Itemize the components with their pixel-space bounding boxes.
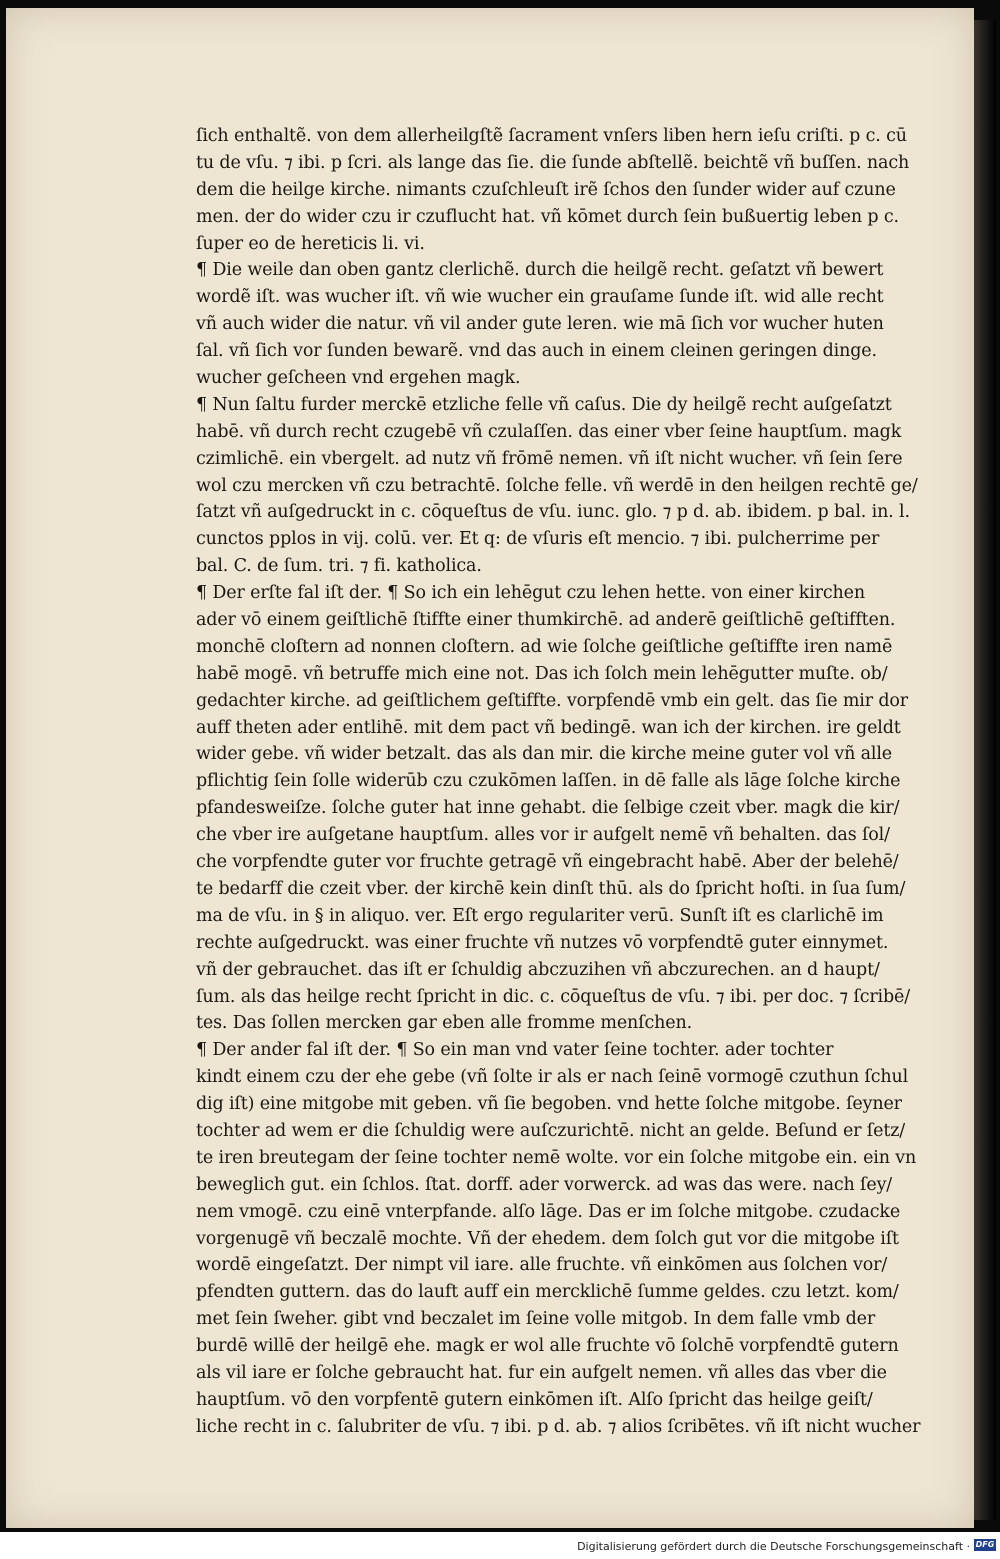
text-line: ¶ Der erſte fal iſt der. ¶ So ich ein lehēgut czu lehen hette. von einer kirchen: [196, 583, 865, 604]
text-line: cunctos pplos in vij. colū. ver. Et q: de vſuris eſt mencio. ⁊ ibi. pulcherrime per: [196, 529, 880, 550]
text-line: monchē cloſtern ad nonnen cloſtern. ad wie ſolche geiſtliche geſtiffte iren namē: [196, 636, 893, 657]
text-line: auff theten ader entlihē. mit dem pact vñ bedingē. wan ich der kirchen. ire geldt: [196, 717, 901, 738]
text-line: vñ auch wider die natur. vñ vil ander gute leren. wie mā ſich vor wucher huten: [196, 314, 884, 335]
text-line: nem vmogē. czu einē vnterpfande. alſo lāge. Das er im ſolche mitgobe. czudacke: [196, 1201, 901, 1222]
text-line: ſum. als das heilge recht ſpricht in dic. c. cōqueſtus de vſu. ⁊ ibi. per doc. ⁊ ſcribē/: [196, 986, 911, 1007]
text-line: ſal. vñ ſich vor ſunden bewarẽ. vnd das auch in einem cleinen geringen dinge.: [196, 341, 877, 362]
footer-bar: [0, 1532, 1000, 1559]
text-line: kindt einem czu der ehe gebe (vñ ſolte ir als er nach ſeinē vormogē czuthun ſchul: [196, 1067, 909, 1088]
text-line: vorgenugē vñ beczalē mochte. Vñ der ehedem. dem ſolch gut vor die mitgobe iſt: [196, 1228, 899, 1249]
text-line: ¶ Der ander fal iſt der. ¶ So ein man vnd vater ſeine tochter. ader tochter: [196, 1040, 834, 1061]
text-line: pfandesweiſze. ſolche guter hat inne gehabt. die ſelbige czeit vber. magk die kir/: [196, 798, 900, 819]
text-line: dem die heilge kirche. nimants czuſchleuſt irẽ ſchos den ſunder wider auf czune: [196, 179, 896, 200]
text-line: hauptſum. vō den vorpfentē gutern einkōmen iſt. Alſo ſpricht das heilge geiſt/: [196, 1389, 873, 1410]
text-line: beweglich gut. ein ſchlos. ſtat. dorff. ader vorwerck. ad was das were. nach ſey/: [196, 1174, 893, 1195]
text-line: habē. vñ durch recht czugebē vñ czulaſſen. das einer vber ſeine hauptſum. magk: [196, 421, 902, 442]
text-line: pfendten guttern. das do lauft auff ein mercklichē ſumme geldes. czu letzt. kom/: [196, 1282, 899, 1303]
text-line: als vil iare er ſolche gebraucht hat. fur ein aufgelt nemen. vñ alles das vber die: [196, 1362, 887, 1383]
text-line: che vber ire auſgetane hauptſum. alles vor ir aufgelt nemē vñ behalten. das ſol/: [196, 825, 890, 846]
text-line: burdē willē der heilgē ehe. magk er wol alle fruchte vō ſolchē vorpfendtē gutern: [196, 1336, 899, 1357]
text-line: wordẽ iſt. was wucher iſt. vñ wie wucher ein grauſame ſunde iſt. wid alle recht: [196, 287, 884, 308]
credit-text: Digitalisierung gefördert durch die Deutsche Forschungsgemeinschaft ·: [577, 1540, 970, 1553]
text-line: tu de vſu. ⁊ ibi. p ſcri. als lange das ſie. die ſunde abſtellẽ. beichtẽ vñ buſſen. nach: [196, 152, 910, 173]
text-line: te bedarff die czeit vber. der kirchē kein dinſt thū. als do ſpricht hoſti. in ſua ſum/: [196, 878, 906, 899]
text-line: wider gebe. vñ wider betzalt. das als dan mir. die kirche meine guter vol vñ alle: [196, 744, 893, 765]
text-line: dig iſt) eine mitgobe mit geben. vñ ſie begoben. vnd hette ſolche mitgobe. ſeyner: [196, 1094, 902, 1115]
text-line: pflichtig ſein ſolle widerūb czu czukōmen laſſen. in dē falle als lāge ſolche kirche: [196, 771, 901, 792]
page-edge: [974, 20, 996, 1520]
text-line: ſatzt vñ auſgedruckt in c. cōqueſtus de vſu. iunc. glo. ⁊ p d. ab. ibidem. p bal. in. l.: [196, 502, 910, 523]
text-line: ader vō einem geiſtlichē ſtiffte einer thumkirchē. ad anderē geiſtlichē geſtifften.: [196, 610, 896, 631]
text-line: men. der do wider czu ir czuflucht hat. vñ kōmet durch ſein bußuertig leben p c.: [196, 206, 899, 227]
text-line: tochter ad wem er die ſchuldig were auſczurichtē. nicht an gelde. Beſund er ſetz/: [196, 1120, 906, 1141]
text-line: vñ der gebrauchet. das iſt er ſchuldig abczuzihen vñ abczurechen. an d haupt/: [196, 959, 880, 980]
text-line: liche recht in c. ſalubriter de vſu. ⁊ ibi. p d. ab. ⁊ alios ſcribētes. vñ iſt nicht wucher: [196, 1416, 921, 1437]
text-line: czimlichē. ein vbergelt. ad nutz vñ frōmē nemen. vñ iſt nicht wucher. vñ ſein ſere: [196, 448, 903, 469]
text-line: ſich enthaltẽ. von dem allerheilgſtẽ ſacrament vnſers liben hern ieſu criſti. p c. cū: [196, 126, 907, 146]
text-line: met ſein ſweher. gibt vnd beczalet im ſeine volle mitgob. In dem falle vmb der: [196, 1309, 876, 1330]
text-line: rechte auſgedruckt. was einer fruchte vñ nutzes vō vorpfendtē guter einnymet.: [196, 932, 889, 953]
text-line: habē mogē. vñ betruffe mich eine not. Das ich ſolch mein lehēgutter muſte. ob/: [196, 663, 888, 684]
text-line: wol czu mercken vñ czu betrachtē. ſolche felle. vñ werdē in den heilgen rechtē ge/: [196, 475, 918, 496]
text-line: te iren breutegam der ſeine tochter nemē wolte. vor ein ſolche mitgobe ein. ein vn: [196, 1147, 917, 1168]
text-line: ma de vſu. in § in aliquo. ver. Eſt ergo regulariter verū. Sunſt iſt es clarlichē im: [196, 905, 884, 926]
text-line: ¶ Nun ſaltu furder merckē etzliche felle vñ caſus. Die dy heilgẽ recht auſgeſatzt: [196, 394, 892, 415]
text-line: che vorpfendte guter vor fruchte getragē vñ eingebracht habē. Aber der belehē/: [196, 852, 899, 873]
dfg-logo-icon: DFG: [975, 1540, 995, 1549]
text-line: gedachter kirche. ad geiſtlichem geſtiffte. vorpfendē vmb ein gelt. das ſie mir dor: [196, 690, 908, 711]
text-line: ¶ Die weile dan oben gantz clerlichẽ. durch die heilgẽ recht. geſatzt vñ bewert: [196, 260, 884, 281]
text-block: [196, 123, 971, 1441]
text-line: tes. Das ſollen mercken gar eben alle fromme menſchen.: [196, 1013, 693, 1034]
text-line: wordē eingeſatzt. Der nimpt vil iare. alle fruchte. vñ einkōmen aus ſolchen vor/: [196, 1255, 888, 1276]
text-line: wucher geſcheen vnd ergehen magk.: [196, 368, 521, 389]
text-line: bal. C. de ſum. tri. ⁊ fi. katholica.: [196, 556, 482, 577]
text-line: ſuper eo de hereticis li. vi.: [196, 233, 425, 254]
book-page: [6, 8, 974, 1528]
